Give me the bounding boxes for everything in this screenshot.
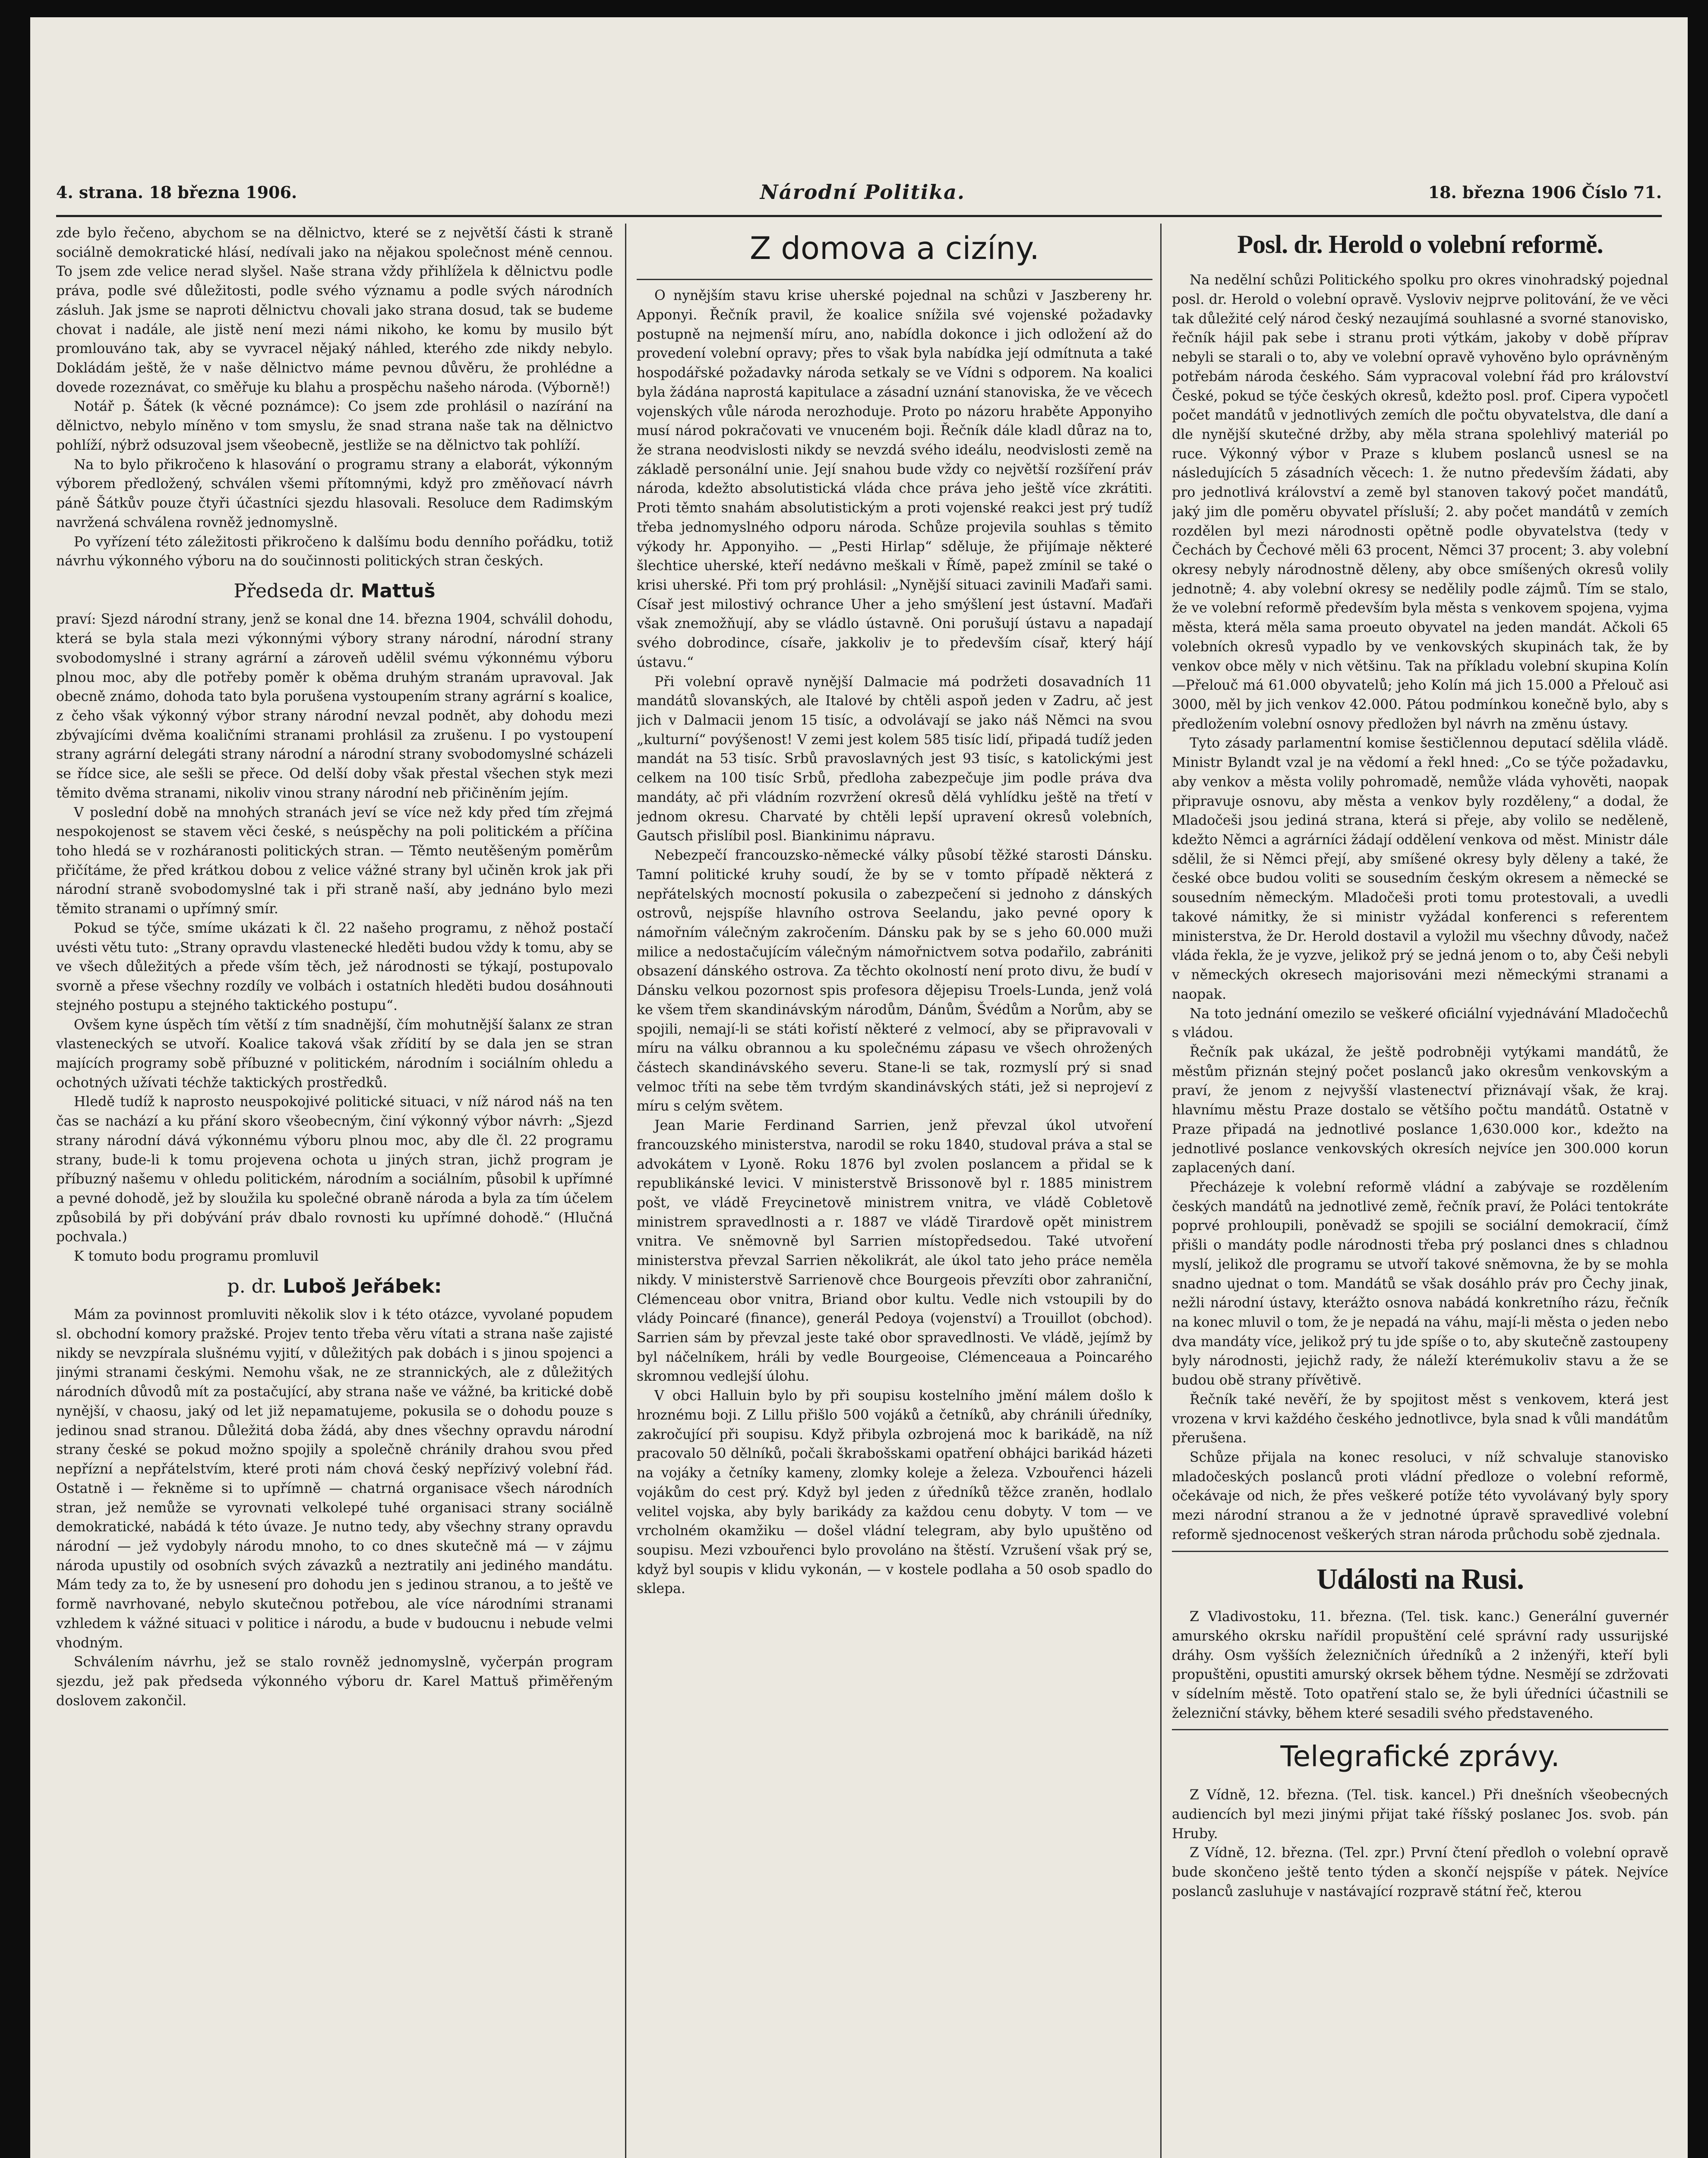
paragraph: praví: Sjezd národní strany, jenž se konal dne 14. března 1904, schválil dohodu, která se byla stala mezi výkonnými výbory strany národní, národní strany svobodomyslné i strany agrární a zároveň udělil svému výkonnému výboru plnou moc, aby dle potřeby poměr k oběma druhým stranám upravoval. Jak obecně známo, dohoda tato byla porušena vystoupením strany agrární s koalice, z čeho však výkonný výbor strany národní nevzal podnět, aby dohodu mezi zbývajícími dvěma koaličními stranami prohlásil za zrušenu. I po vystoupení strany agrární delegáti strany národní a národní strany svobodomyslné scházeli se řídce sice, ale sešli se přece. Od delší doby však přestal všechen styk mezi těmito dvěma stranami, nikoliv vinou strany národní neb přičiněním jejím. [56,612,613,801]
section-rule [1172,1729,1668,1730]
section-rule [1172,1551,1668,1552]
header-rule [56,215,1662,217]
paragraph: K tomuto bodu programu promluvil [73,1249,319,1265]
speaker-name: Mattuš [360,580,436,602]
paragraph: Po vyřízení této záležitosti přikročeno k dalšímu bodu denního pořádku, totiž návrhu výkonného výboru na do součinnosti politických stran českých. [56,534,613,569]
section-title: Události na Rusi. [1317,1562,1524,1595]
paragraph: Jean Marie Ferdinand Sarrien, jenž převzal úkol utvoření francouzského ministerstva, narodil se roku 1840, studoval práva a stal se advokátem v Lyoně. Roku 1876 byl zvolen poslancem a přidal se k republikánské levici. V ministerstvě Brissonově byl r. 1885 ministrem pošt, ve vládě Freycinetově ministrem vnitra, ve vládě Cobletově ministrem spravedlnosti a r. 1887 ve vládě Tirardově opět ministrem vnitra. Ve sněmovně byl Sarrien místopředsedou. Také utvoření ministerstva převzal Sarrien několikrát, ale úkol tato jeho práce neměla nikdy. V ministerstvě Sarrienově chce Bourgeois převzíti obor zahraniční, Clémenceau obor vnitra, Briand obor kultu. Vedle nich vstoupili by do vlády Poincaré (finance), generál Pedoya (vojenství) a Trouillot (obchod). Sarrien sám by převzal jeste také obor spravedlnosti. Ve vládě, jejímž by byl náčelníkem, hráli by vedle Bourgeoise, Clémenceaua a Poincarého skromnou vedlejší úlohu. [637,1118,1152,1385]
speaker-title: p. dr. [227,1275,277,1297]
paragraph: Nebezpečí francouzsko-německé války působí těžké starosti Dánsku. Tamní politické kruhy soudí, že by se v tomto případě některá z nepřátelských mocností pokusila o zabezpečení si jednoho z dánských ostrovů, nejspíše hlavního ostrova Seelandu, jako pevné opory k námořním válečným zakročením. Dánsku pak by se s jeho 60.000 muži milice a nedostačujícím válečným námořnictvem sotva podařilo, zabrániti obsazení dánského ostrova. Za těchto okolností není proto divu, že budí v Dánsku velkou pozornost spis profesora dějepisu Troels-Lunda, jenž volá ke všem třem skandinávským národům, Dánům, Švédům a Norům, aby se spojili, nemají-li se státi kořistí některé z velmocí, aby se připravovali v míru na válku obrannou a ku společnému zápasu ve všech ohrožených částech skandinávského severu. Stane-li se tak, rozmyslí prý si snad velmoc tříti na sebe těm tvrdým skandinávských státi, jež si neprojeví z míru s celým světem. [637,848,1152,1114]
paragraph: Přecházeje k volební reformě vládní a zabývaje se rozdělením českých mandátů na jednotlivé země, řečník praví, že Poláci tentokráte poprvé prohloupili, poněvadž se spojili se sociální demokracií, čímž přišli o mandáty podle národnosti třeba prý poslanci dnes s chladnou myslí, jelikož dle programu se utvoří takové sněmovna, že by se mohla snadno ujednat o tom. Mandátů se však dosáhlo práv pro Čechy jinak, nežli národní ústavy, kterážto osnova nabádá konkretního rázu, řečník na konec mluvil o tom, že je nepadá na váhu, mají-li města o jeden nebo dva mandáty více, jelikož prý tu jde spíše o to, aby skutečně zastoupeny byly národnosti, jejichž rady, že náleží kterémukoliv stavu a že se budou obě strany přívětivě. [1172,1179,1668,1388]
paragraph: zde bylo řečeno, abychom se na dělnictvo, které se z největší části k straně sociálně demokratické hlásí, nedívali jako na nějakou společnost méně cennou. To jsem zde velice nerad slyšel. Naše strana vždy přihlížela k dělnictvu podle práva, podle své důležitosti, podle svého významu a podle svých národních zásluh. Jak jsme se naproti dělnictvu chovali jako strana dosud, tak se budeme chovat i nadále, ale jistě není mezi námi nikoho, ke komu by musilo být promlouváno tak, aby se vyvracel nějaký náhled, kterého zde nikdy nebylo. Dokládám ještě, že v naše dělnictvo máme pevnou důvěru, že prohlédne a dovede rozeznávat, co směřuje ku blahu a prospěchu našeho národa. (Výborně!) [56,225,613,395]
paragraph: Ovšem kyne úspěch tím větší z tím snadnější, čím mohutnější šalanx ze stran vlasteneckých se utvoří. Koalice taková však zřídití by se dala jen se stran majících programy sobě příbuzné v politickém, národním i sociálním ohledu a ochotných užívati téchže taktických prostředků. [56,1017,613,1091]
speaker-name: Luboš Jeřábek: [283,1275,442,1297]
paragraph: Schůze přijala na konec resoluci, v níž schvaluje stanovisko mladočeských poslanců proti vládní předloze o volební reformě, očekávaje od nich, že přes veškeré potíže této vyvolávaný byly spory mezi národní stranou a že v jednotné úpravě spravedlivé volební reformě sjednocenost veškerých stran národa průchodu sobě zjednala. [1172,1450,1668,1543]
speaker-title: Předseda dr. [234,580,355,602]
paragraph: Řečník také nevěří, že by spojitost měst s venkovem, která jest vrozena v krvi každého českého jednotlivce, byla snad k vůli mandátům přerušena. [1172,1391,1668,1446]
issue-date-number: 18. března 1906 Číslo 71. [1428,182,1662,202]
masthead: Národní Politika. [760,180,966,204]
speaker-heading [56,578,613,605]
paragraph: O nynějším stavu krise uherské pojednal na schůzi v Jaszbereny hr. Apponyi. Řečník pravil, že koalice snížila své vojenské požadavky postupně na nejmenší míru, ano, nabídla dokonce i jich odložení až do provedení volební opravy; přes to však byla nabídka její odmítnuta a také hospodářské požadavky národa setkaly se ve Vídni s odporem. Na koalici byla žádána naprostá kapitulace a zásadní uznání stanoviska, že ve věcech vojenských vůle národa nerozhoduje. Proto po názoru hraběte Apponyiho musí národ pokračovati ve vnuceném boji. Řečník dále kladl důraz na to, že strana neodvislosti nikdy se nevzdá svého ideálu, neodvislosti země na základě personální unie. Její snahou bude vždy co největší rozšíření práv národa, kdežto absolutistická vláda chce práva jeho ještě více zkrátiti. Proti těmto snahám absolutistickým a proti vojenské reakci jest prý tudíž třeba jednomyslného odporu národa. Schůze projevila souhlas s těmito výkody hr. Apponyiho. — „Pesti Hirlap“ sděluje, že přijímaje některé šlechtice uherské, kteří nedávno meškali v Římě, papež zmínil se také o krisi uherské. Při tom prý prohlásil: „Nynější situaci zavinili Maďaři sami. Císař jest milostivý ochrance Uher a jeho smýšlení jest ústavní. Maďaři však znemožňují, aby se vládlo ústavně. Oni porušují ústavu a napadají svého dobrodince, císaře, jakkoliv je to především císař, který hájí ústavu.“ [637,288,1152,670]
paragraph: Na to bylo přikročeno k hlasování o programu strany a elaborát, výkonným výborem předložený, schválen všemi přítomnými, když pro změňovací návrh páně Šátkův pouze čtyři účastníci sjezdu hlasovali. Resoluce dem Radimským navržená schválena rovněž jednomyslně. [56,457,613,530]
column-2 [637,224,1152,2158]
section-title: Telegrafické zprávy. [1280,1740,1560,1773]
column-divider [1160,224,1162,2158]
paragraph: Z Vídně, 12. března. (Tel. tisk. kancel.) Při dnešních všeobecných audiencích byl mezi jinými přijat také říšský poslanec Jos. svob. pán Hruby. [1172,1787,1668,1842]
paragraph: Mám za povinnost promluviti několik slov i k této otázce, vyvolané popudem sl. obchodní komory pražské. Projev tento třeba věru vítati a strana naše zajisté nikdy se nevzpírala slušnému vyjití, v důležitých pak dobách i s jinou spojenci a jinými stranami českými. Nemohu však, ne ze strannických, ale z důležitých národních důvodů mít za postačující, aby strana naše ve vážné, ba kritické době nynější, v chaosu, jaký od let již nepamatujeme, pokusila se o dohodu pouze s jedinou snad stranou. Důležitá doba žádá, aby dnes všechny opravdu národní strany české se pokud možno spojily a společně chránily drahou svou před nepřízní a nepřátelstvím, které proti nám chová český nepřízivý volební řád. Ostatně i — řekněme si to upřímně — chatrná organisace všech národních stran, jež nemůže se vyrovnati velkolepé tuhé organisaci strany sociálně demokratické, nabádá k této úvaze. Je nutno tedy, aby všechny strany opravdu národní — jež vydobyly národu mnoho, to co dnes skutečně má — v zájmu národa upustily od osobních svých závazků a neztratily ani jediného mandátu. Mám tedy za to, že by usnesení pro dohodu jen s jedinou stranou, a to ještě ve formě navrhované, nebylo skutečnou potřebou, ale více národními stranami vzhledem k vážné situaci v politice i národu, a bude v budoucnu i nebude velmi vhodným. [56,1307,613,1651]
paragraph: Tyto zásady parlamentní komise šestičlennou deputací sdělila vládě. Ministr Bylandt vzal je na vědomí a řekl hned: „Co se týče požadavku, aby venkov a města volily pohromadě, nemůže vláda vyhověti, naopak připravuje osnovu, aby města a venkov byly rozděleny,“ a dodal, že Mladočeši jsou jediná strana, která si přeje, aby volilo se neděleně, kdežto Němci a agrárníci žádají oddělení venkova od měst. Ministr dále sdělil, že si Němci přejí, aby smíšené okresy byly děleny a také, že české obce budou voliti se sousedním českým okresem a německé se sousedním německým. Mladočeši proti tomu protestovali, a uvedli takové námitky, že si ministr vyžádal konferenci s referentem ministerstva, že Dr. Herold dostavil a vyložil mu všechny důvody, načež vláda řekla, že je vyzve, jelikož prý se jedná jenom o to, aby Češi nebyli v německých okresech majorisováni mezi německými stranami a naopak. [1172,735,1668,1002]
paragraph: V obci Halluin bylo by při soupisu kostelního jmění málem došlo k hroznému boji. Z Lillu přišlo 500 vojáků a četníků, aby chránili úředníky, zakročující při soupisu. Když přibyla ozbrojená moc k barikádě, na níž pracovalo 50 dělníků, počali škrabošskami opatření obhájci barikád házeti na vojáky a četníky kameny, zlomky koleje a železa. Vzbouřenci házeli vojákům do cest prý. Když byl jeden z úředníků těžce zraněn, hodlalo velitel vojska, aby byly barikády za každou cenu dobyty. V tom — ve vrcholném okamžiku — došel vládní telegram, aby bylo upuštěno od soupisu. Mezi vzbouřenci bylo provoláno na štěstí. Vzrušení však prý se, když byl soupis v klidu vykonán, — v kostele podlaha a 50 osob spadlo do sklepa. [637,1388,1152,1597]
paragraph: Na toto jednání omezilo se veškeré oficiální vyjednávání Mladočechů s vládou. [1172,1006,1668,1041]
column-divider [625,224,626,2158]
paragraph: Při volební opravě nynější Dalmacie má podržeti dosavadních 11 mandátů slovanských, ale Italové by chtěli aspoň jeden v Zadru, ač jest jich v Dalmacii jenom 15 tisíc, a odvolávají se jako náš Němci na svou „kulturní“ povýšenost! V zemi jest kolem 585 tisíc lidí, připadá tudíž jeden mandát na 53 tisíc. Srbů pravoslavných jest 93 tisíc, s katolickými jest celkem na 100 tisíc Srbů, předloha zabezpečuje jim podle práva dva mandáty, ač při vládním rozvržení okresů dělá vyhlídku ještě na třetí v jednom okresu. Charvaté by chtěli lepší upravení okresů volebních, Gautsch přislíbil posl. Biankinimu nápravu. [637,674,1152,844]
newspaper-page [30,17,1688,2158]
paragraph: Řečník pak ukázal, že ještě podrobněji vytýkami mandátů, že městům přiznán stejný počet poslanců jako okresům venkovským a praví, že jenom z nejvyšší vlastenectví přiznávají však, že kraj. hlavnímu městu Praze dostalo se většího počtu mandátů. Ostatně v Praze připadá na jednotlivé poslance 1,630.000 kor., kdežto na jednotlivé poslance venkovských okresích nejvíce jen 300.000 korun zaplacených daní. [1172,1044,1668,1176]
speaker-heading [56,1273,613,1300]
title-rule [637,279,1152,280]
paragraph: Na nedělní schůzi Politického spolku pro okres vinohradský pojednal posl. dr. Herold o volební opravě. Vysloviv nejprve politování, že ve věci tak důležité celý národ český nezaujímá souhlasné a svorné stanovisko, řečník hájil pak sebe i stranu proti výtkám, jakoby v době příprav nebyli se starali o to, aby ve volební opravě vyhověno bylo oprávněným potřebám národa českého. Sám vypracoval volební řád pro království České, pokud se týče českých okresů, kdežto posl. prof. Cipera vypočetl počet mandátů v jednotlivých zemích dle počtu obyvatelstva, dle daní a dle nynější skutečné držby, aby měla strana spolehlivý materiál po ruce. Výkonný výbor v Praze s klubem poslanců usnesl se na následujících 5 zásadních věcech: 1. že nutno především žádati, aby pro jednotlivá království a země byl stanoven takový počet mandátů, jaký jim dle poměru obyvatel přísluší; 2. aby počet mandátů v zemích rozdělen byl mezi národnosti opětně podle obyvatelstva (tedy v Čechách by Čechové měli 63 procent, Němci 37 procent; 3. aby volební okresy nebyly národnostně děleny, aby obce smíšených okresů volily jednotně; 4. aby volební okresy se nedělily podle zájmů. Tím se stalo, že ve volební reformě především byla města s venkovem spojena, vyjma města, která měla sama proeuto obyvatel na jeden mandát. Ačkoli 65 volebních okresů vypadlo by ve venkovských skupinách tak, že by venkov obce měly v nich většinu. Tak na příkladu volební skupina Kolín—Přelouč má 61.000 obyvatelů; jeho Kolín má jich 15.000 a Přelouč asi 3000, měl by jich venkov 42.000. Pátou podmínkou konečně bylo, aby s předložením volební osnovy předložen byl návrh na změnu ústavy. [1172,272,1668,732]
section-title: Z domova a cizíny. [749,230,1040,266]
paragraph: Z Vídně, 12. března. (Tel. zpr.) První čtení předloh o volební opravě bude skončeno ještě tento týden a skončí nejspíše v pátek. Nejvíce poslanců zasluhuje v nastávající rozpravě státní řeč, kterou [1172,1845,1668,1899]
paragraph: Notář p. Šátek (k věcné poznámce): Co jsem zde prohlásil o nazírání na dělnictvo, nebylo míněno v tom smyslu, že snad strana naše tak na dělnictvo pohlíží, nýbrž odsuzoval jsem všeobecně, jestliže se na dělnictvo tak pohlíží. [56,399,613,453]
paragraph: Pokud se týče, smíme ukázati k čl. 22 našeho programu, z něhož postačí uvésti větu tuto: „Strany opravdu vlastenecké hleděti budou vždy k tomu, aby se ve všech důležitých a přede vším těch, jež národnosti se týkají, postupovalo svorně a přese všechny rozdíly ve volbách i ostatních hleděti budou dosáhnouti stejného postupu a stejného taktického postupu“. [56,920,613,1013]
paragraph: V poslední době na mnohých stranách jeví se více než kdy před tím zřejmá nespokojenost se stavem věci české, s neúspěchy na poli politickém a příčina toho hledá se v rozháranosti politických stran. — Těmto neutěšeným poměrům přičítáme, že před krátkou dobou z velice vážné strany byl učiněn krok jak při národní straně svobodomyslné tak i při straně naší, aby jednáno bylo mezi těmito stranami o upřímný smír. [56,805,613,917]
column-1 [56,224,613,2158]
paragraph: Z Vladivostoku, 11. března. (Tel. tisk. kanc.) Generální guvernér amurského okrsku nařídil propuštění celé správní rady ussurijské dráhy. Osm vyšších železničních úředníků a 2 inženýři, kteří byli propuštěni, opustiti amurský okrsek během týdne. Nesmějí se zdržovati v sídelním městě. Toto opatření stalo se, že byli úředníci účastnili se železniční stávky, během které sesadili svého představeného. [1172,1609,1668,1721]
page-header [56,173,1662,211]
paragraph: Hledě tudíž k naprosto neuspokojivé politické situaci, v níž národ náš na ten čas se nachází a ku přání skoro všeobecným, činí výkonný výbor návrh: „Sjezd strany národní dává výkonnému výboru plnou moc, aby dle čl. 22 programu strany, bude-li k tomu projevena ochota u jiných stran, jichž program je příbuzný našemu v ohledu politickém, národním a sociálním, působil k upřímné a pevné dohodě, jež by sloužila ku společné obraně národa a byla za tím účelem způsobilá by při dobývání práv dbalo rovnosti ku upřímné dohodě.“ (Hlučná pochvala.) [56,1094,613,1245]
column-3 [1172,224,1668,2158]
paragraph: Schválením návrhu, jež se stalo rovněž jednomyslně, vyčerpán program sjezdu, jež pak předseda výkonného výboru dr. Karel Mattuš přiměřeným doslovem zakončil. [56,1654,613,1709]
article-title: Posl. dr. Herold o volební reformě. [1237,230,1603,259]
page-number-date: 4. strana. 18 března 1906. [56,182,297,202]
